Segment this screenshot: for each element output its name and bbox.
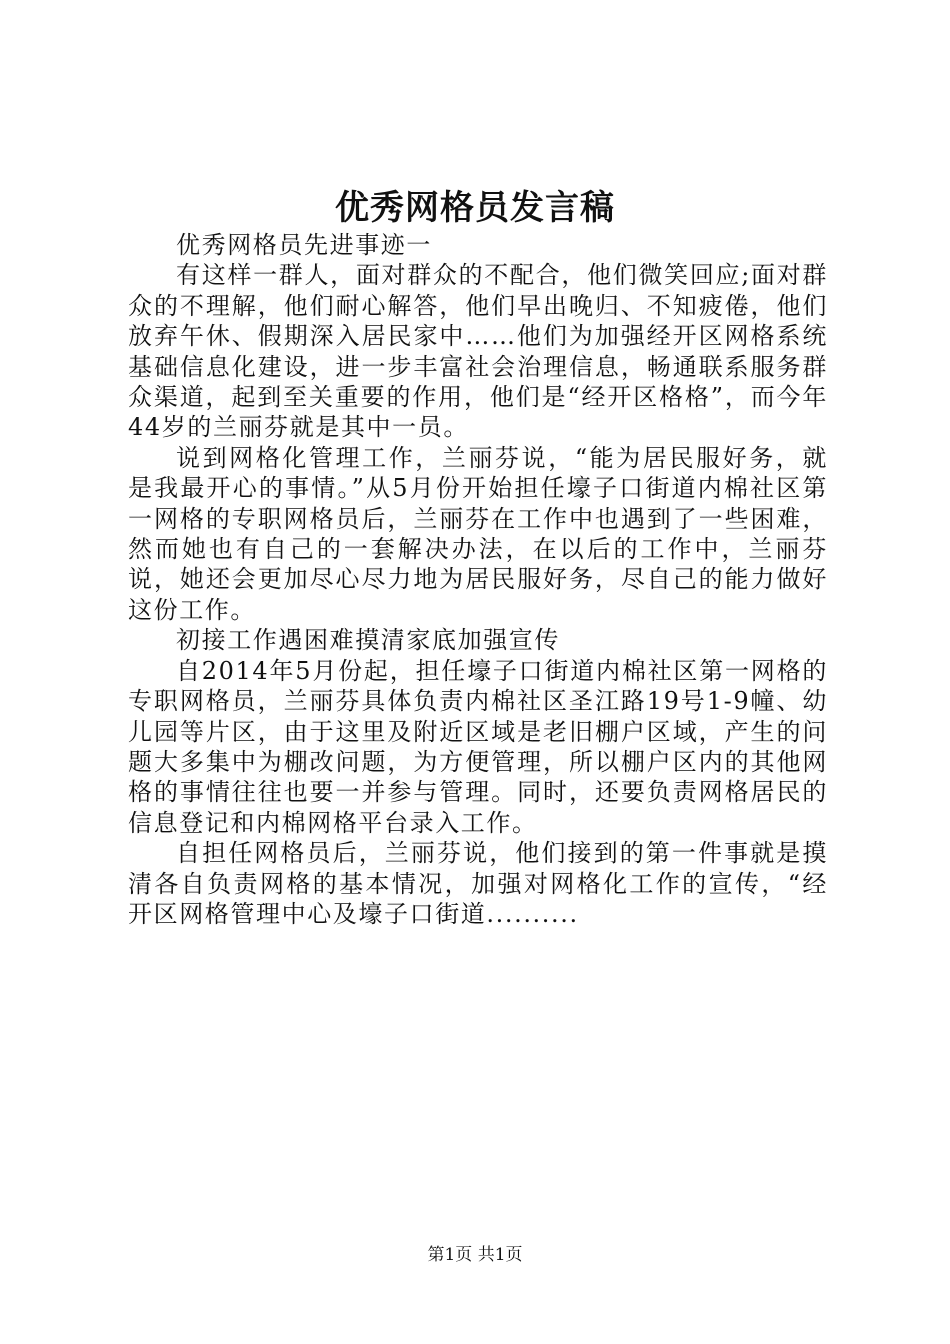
paragraph-4: 自担任网格员后，兰丽芬说，他们接到的第一件事就是摸清各自负责网格的基本情况，加强对网格化工作的宣传，“经开区网格管理中心及壕子口街道.......... xyxy=(128,839,828,928)
paragraph-heading-2: 初接工作遇困难摸清家底加强宣传 xyxy=(176,626,560,655)
document-body xyxy=(128,230,828,929)
page-footer: 第1页 共1页 xyxy=(427,1245,523,1265)
paragraph-1: 有这样一群人，面对群众的不配合，他们微笑回应;面对群众的不理解，他们耐心解答，他们早出晚归、不知疲倦，他们放弃午休、假期深入居民家中……他们为加强经开区网格系统基础信息化建设，进一步丰富社会治理信息，畅通联系服务群众渠道，起到至关重要的作用，他们是“经开区格格”，而今年44岁的兰丽芬就是其中一员。 xyxy=(128,261,828,442)
paragraph-heading-1: 优秀网格员先进事迹一 xyxy=(176,231,432,259)
paragraph-2: 说到网格化管理工作，兰丽芬说，“能为居民服好务，就是我最开心的事情。”从5月份开始担任壕子口街道内棉社区第一网格的专职网格员后，兰丽芬在工作中也遇到了一些困难，然而她也有自己的一套解决办法，在以后的工作中，兰丽芬说，她还会更加尽心尽力地为居民服好务，尽自己的能力做好这份工作。 xyxy=(128,443,828,624)
paragraph-3: 自2014年5月份起，担任壕子口街道内棉社区第一网格的专职网格员，兰丽芬具体负责内棉社区圣江路19号1-9幢、幼儿园等片区，由于这里及附近区域是老旧棚户区域，产生的问题大多集中为棚改问题，为方便管理，所以棚户区内的其他网格的事情往往也要一并参与管理。同时，还要负责网格居民的信息登记和内棉网格平台录入工作。 xyxy=(128,656,828,837)
document-title: 优秀网格员发言稿 xyxy=(335,188,615,228)
